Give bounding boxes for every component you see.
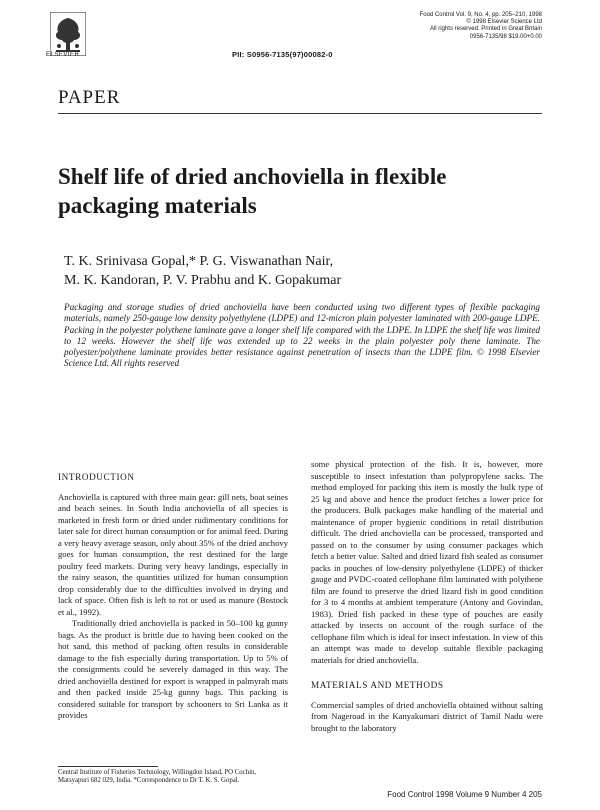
author-line: T. K. Srinivasa Gopal,* P. G. Viswanathan Nair, — [64, 254, 334, 269]
elsevier-tree-logo-icon — [50, 12, 86, 56]
introduction-heading: INTRODUCTION — [58, 472, 135, 482]
paragraph: Commercial samples of dried anchoviella obtained without salting from Nageroad in the Kanyakumari district of Tamil Nadu were brought to the laboratory — [311, 699, 543, 733]
right-column — [311, 459, 543, 734]
left-column — [58, 472, 288, 722]
article-title: Shelf life of dried anchoviella in flexible packaging materials — [58, 164, 447, 218]
abstract: Packaging and storage studies of dried anchoviella have been conducted using two different types of flexible packaging materials, namely 250-gauge low density polyethylene (LDPE) and 12-micron plain polyester laminated with 200-gauge LDPE. Packing in the polyester polythene laminate gave a longer shelf life compared with the LDPE. In LDPE the shelf life was limited to 12 weeks. However the shelf life was extended up to 22 weeks in the plain polyester poly thene laminate. The polyester/polythene laminate provides better resistance against penetration of insects than the LDPE film. © 1998 Elsevier Science Ltd. All rights reserved — [64, 302, 540, 369]
pii-identifier: PII: S0956-7135(97)00082-0 — [232, 50, 333, 59]
author-line: M. K. Kandoran, P. V. Prabhu and K. Gopakumar — [64, 273, 342, 288]
paragraph: Anchoviella is captured with three main gear: gill nets, boat seines and beach seines. In South India anchoviella of all species is marketed in fresh form or dried under rudimentary conditions for later sale for direct human consumption or for animal feed. During a very heavy average season, only about 35% of the dried anchovy goes for human consumption, the rest destined for the large poultry feed markets. During very heavy landings, especially in the rainy season, the quantities utilized for human consumption drop considerably due to the difficulties involved in drying and lack of space. Often fish is left to rot or used as manure (Bostock et al., 1992). — [58, 491, 288, 617]
page-footer: Food Control 1998 Volume 9 Number 4 205 — [387, 790, 542, 799]
affiliation-footnote: Central Institute of Fisheries Technology, Willingdon Island, PO Cochin, Matsyapuri 682 029, India. *Correspondence to Dr T. K. S. Gopal. — [58, 769, 257, 785]
methods-heading: MATERIALS AND METHODS — [311, 680, 444, 690]
pub-info-line: 0956-7135/98 $19.00+0.00 — [469, 33, 542, 40]
pub-info-line: © 1998 Elsevier Science Ltd — [466, 19, 542, 26]
paragraph: some physical protection of the fish. It is, however, more susceptible to insect infestation than polypropylene sacks. The method employed for packing this item is mostly the bulk type of 25 kg and above and hence the product fetches a lower price for the producers. Bulk packages make handling of the material and maintenance of proper hygienic conditions in retail distribution difficult. The dried anchoviella can be processed, transported and passed on to the consumer by using consumer packages which fetch a better value. Salted and dried lizard fish sealed as consumer packs in pouches of low-density polyethylene (LDPE) of thicker gauge and PVDC-coated cellophane film laminated with polythene film are found to preserve the dried lizard fish in good condition for 3 to 4 months at ambient temperature (Antony and Govindan, 1983). Dried fish packed in these type of pouches are easily attacked by insects on account of the rough surface of the cellophane film which is ideal for insect infestation. In view of this an attempt was made to develop suitable flexible packaging materials for dried anchoviella. — [311, 459, 543, 665]
section-label: PAPER — [58, 87, 121, 108]
publication-info — [420, 12, 542, 41]
pub-info-line: All rights reserved. Printed in Great Britain — [429, 26, 542, 33]
footnote-divider — [58, 766, 158, 767]
paragraph: Traditionally dried anchoviella is packed in 50–100 kg gunny bags. As the product is brittle due to having been cooked on the hot sand, this method of packing often results in considerable damage to the fish especially during transportation. Up to 5% of the consignments could be severely damaged in this way. The dried anchoviella destined for export is wrapped in palmyrah mats and then packed inside 25-kg gunny bags. This packing is considered suitable for transport by schooners to Sri Lanka as it provides — [58, 618, 288, 720]
publisher-logo-caption: ELSEVIER — [46, 52, 80, 58]
pub-info-line: Food Control Vol. 9, No. 4, pp. 205–210, 1998 — [419, 12, 542, 18]
author-list — [64, 252, 544, 290]
header-divider — [58, 113, 542, 114]
